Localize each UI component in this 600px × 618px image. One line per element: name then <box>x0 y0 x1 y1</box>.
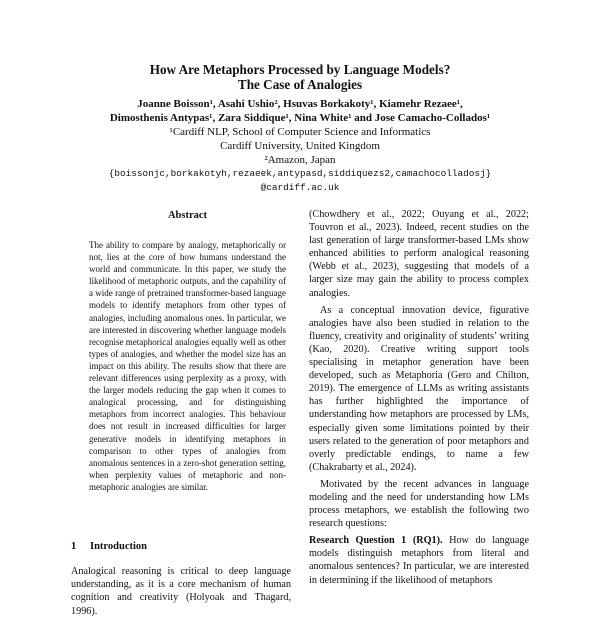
author-emails <box>60 167 540 195</box>
email-line-1: {boissonjc,borkakotyh,rezaeek,antypasd,siddiquezs2,camachocolladosj} <box>108 168 492 179</box>
authors-line-1: Joanne Boisson¹, Asahi Ushio², Hsuvas Borkakoty¹, Kiamehr Rezaee¹, <box>137 98 463 110</box>
abstract-heading: Abstract <box>167 210 208 221</box>
affiliation-line-1: ¹Cardiff NLP, School of Computer Science and Informatics <box>169 126 431 138</box>
section-title: Introduction <box>90 541 147 552</box>
title-line-1: How Are Metaphors Processed by Language Models? <box>149 62 451 77</box>
rq1-label: Research Question 1 (RQ1). <box>309 535 443 547</box>
paper-title <box>60 62 540 92</box>
section-number: 1 <box>71 541 77 552</box>
right-paragraph-1: (Chowdhery et al., 2022; Ouyang et al., 2022; Touvron et al., 2023). Indeed, recent studies on the last generation of large transformer-based LMs show enhanced abilities to perform analogical reasoning (Webb et al., 2023), suggesting that models of a larger size may gain the ability to process complex analogies. <box>309 209 529 299</box>
author-list <box>60 97 540 125</box>
email-line-2: @cardiff.ac.uk <box>260 182 340 193</box>
right-paragraph-2: As a conceptual innovation device, figurative analogies have also been studied in relation to the fluency, creativity and originality of students’ writing (Kao, 2020). Creative writing support tools specialising in metaphor generation have been developed, such as Metaphoria (Gero and Chilton, 2019). The emergence of LLMs as writing assistants has further highlighted the importance of understanding how metaphors are processed by LMs, especially given some limitations pointed by their users related to the generation of poor metaphors and overly predictable endings, to name a few (Chakrabarty et al., 2024). <box>309 304 529 473</box>
affiliations <box>60 125 540 167</box>
right-paragraph-3: Motivated by the recent advances in language modeling and the need for understanding how LMs process metaphors, we establish the following two research questions: <box>309 478 529 530</box>
introduction-left-text: Analogical reasoning is critical to deep language understanding, as it is a core mechanism of human cognition and creativity (Holyoak and Thagard, 1996). <box>71 566 291 617</box>
rq1-text: How do language models distinguish metaphors from literal and anomalous sentences? In particular, we are interested in determining if the likelihood of metaphors <box>309 535 529 586</box>
right-column <box>309 208 529 591</box>
affiliation-line-2: Cardiff University, United Kingdom <box>220 140 380 152</box>
title-line-2: The Case of Analogies <box>237 77 363 92</box>
abstract-body: The ability to compare by analogy, metaphorically or not, lies at the core of how humans understand the world and communicate. In this paper, we study the likelihood of metaphoric outputs, and the capability of a wide range of pretrained transformer-based language models to identify metaphors from other types of analogies, including anomalous ones. In particular, we are interested in discovering whether language models recognise metaphorical analogies equally well as other types of analogies, and whether the model size has an impact on this ability. The results show that there are relevant differences using perplexity as a proxy, with the larger models reducing the gap when it comes to analogical processing, and for distinguishing metaphors from incorrect analogies. This behaviour does not result in increased difficulties for larger generative models in identifying metaphors in comparison to other types of analogies from anomalous sentences in a zero-shot generation setting, when perplexity values of metaphoric and non-metaphoric analogies are similar. <box>89 240 286 492</box>
affiliation-line-3: ²Amazon, Japan <box>264 154 336 166</box>
authors-line-2: Dimosthenis Antypas¹, Zara Siddique¹, Nina White¹ and Jose Camacho-Collados¹ <box>109 112 491 124</box>
section-heading-introduction <box>71 541 291 552</box>
research-question-1 <box>309 534 529 586</box>
